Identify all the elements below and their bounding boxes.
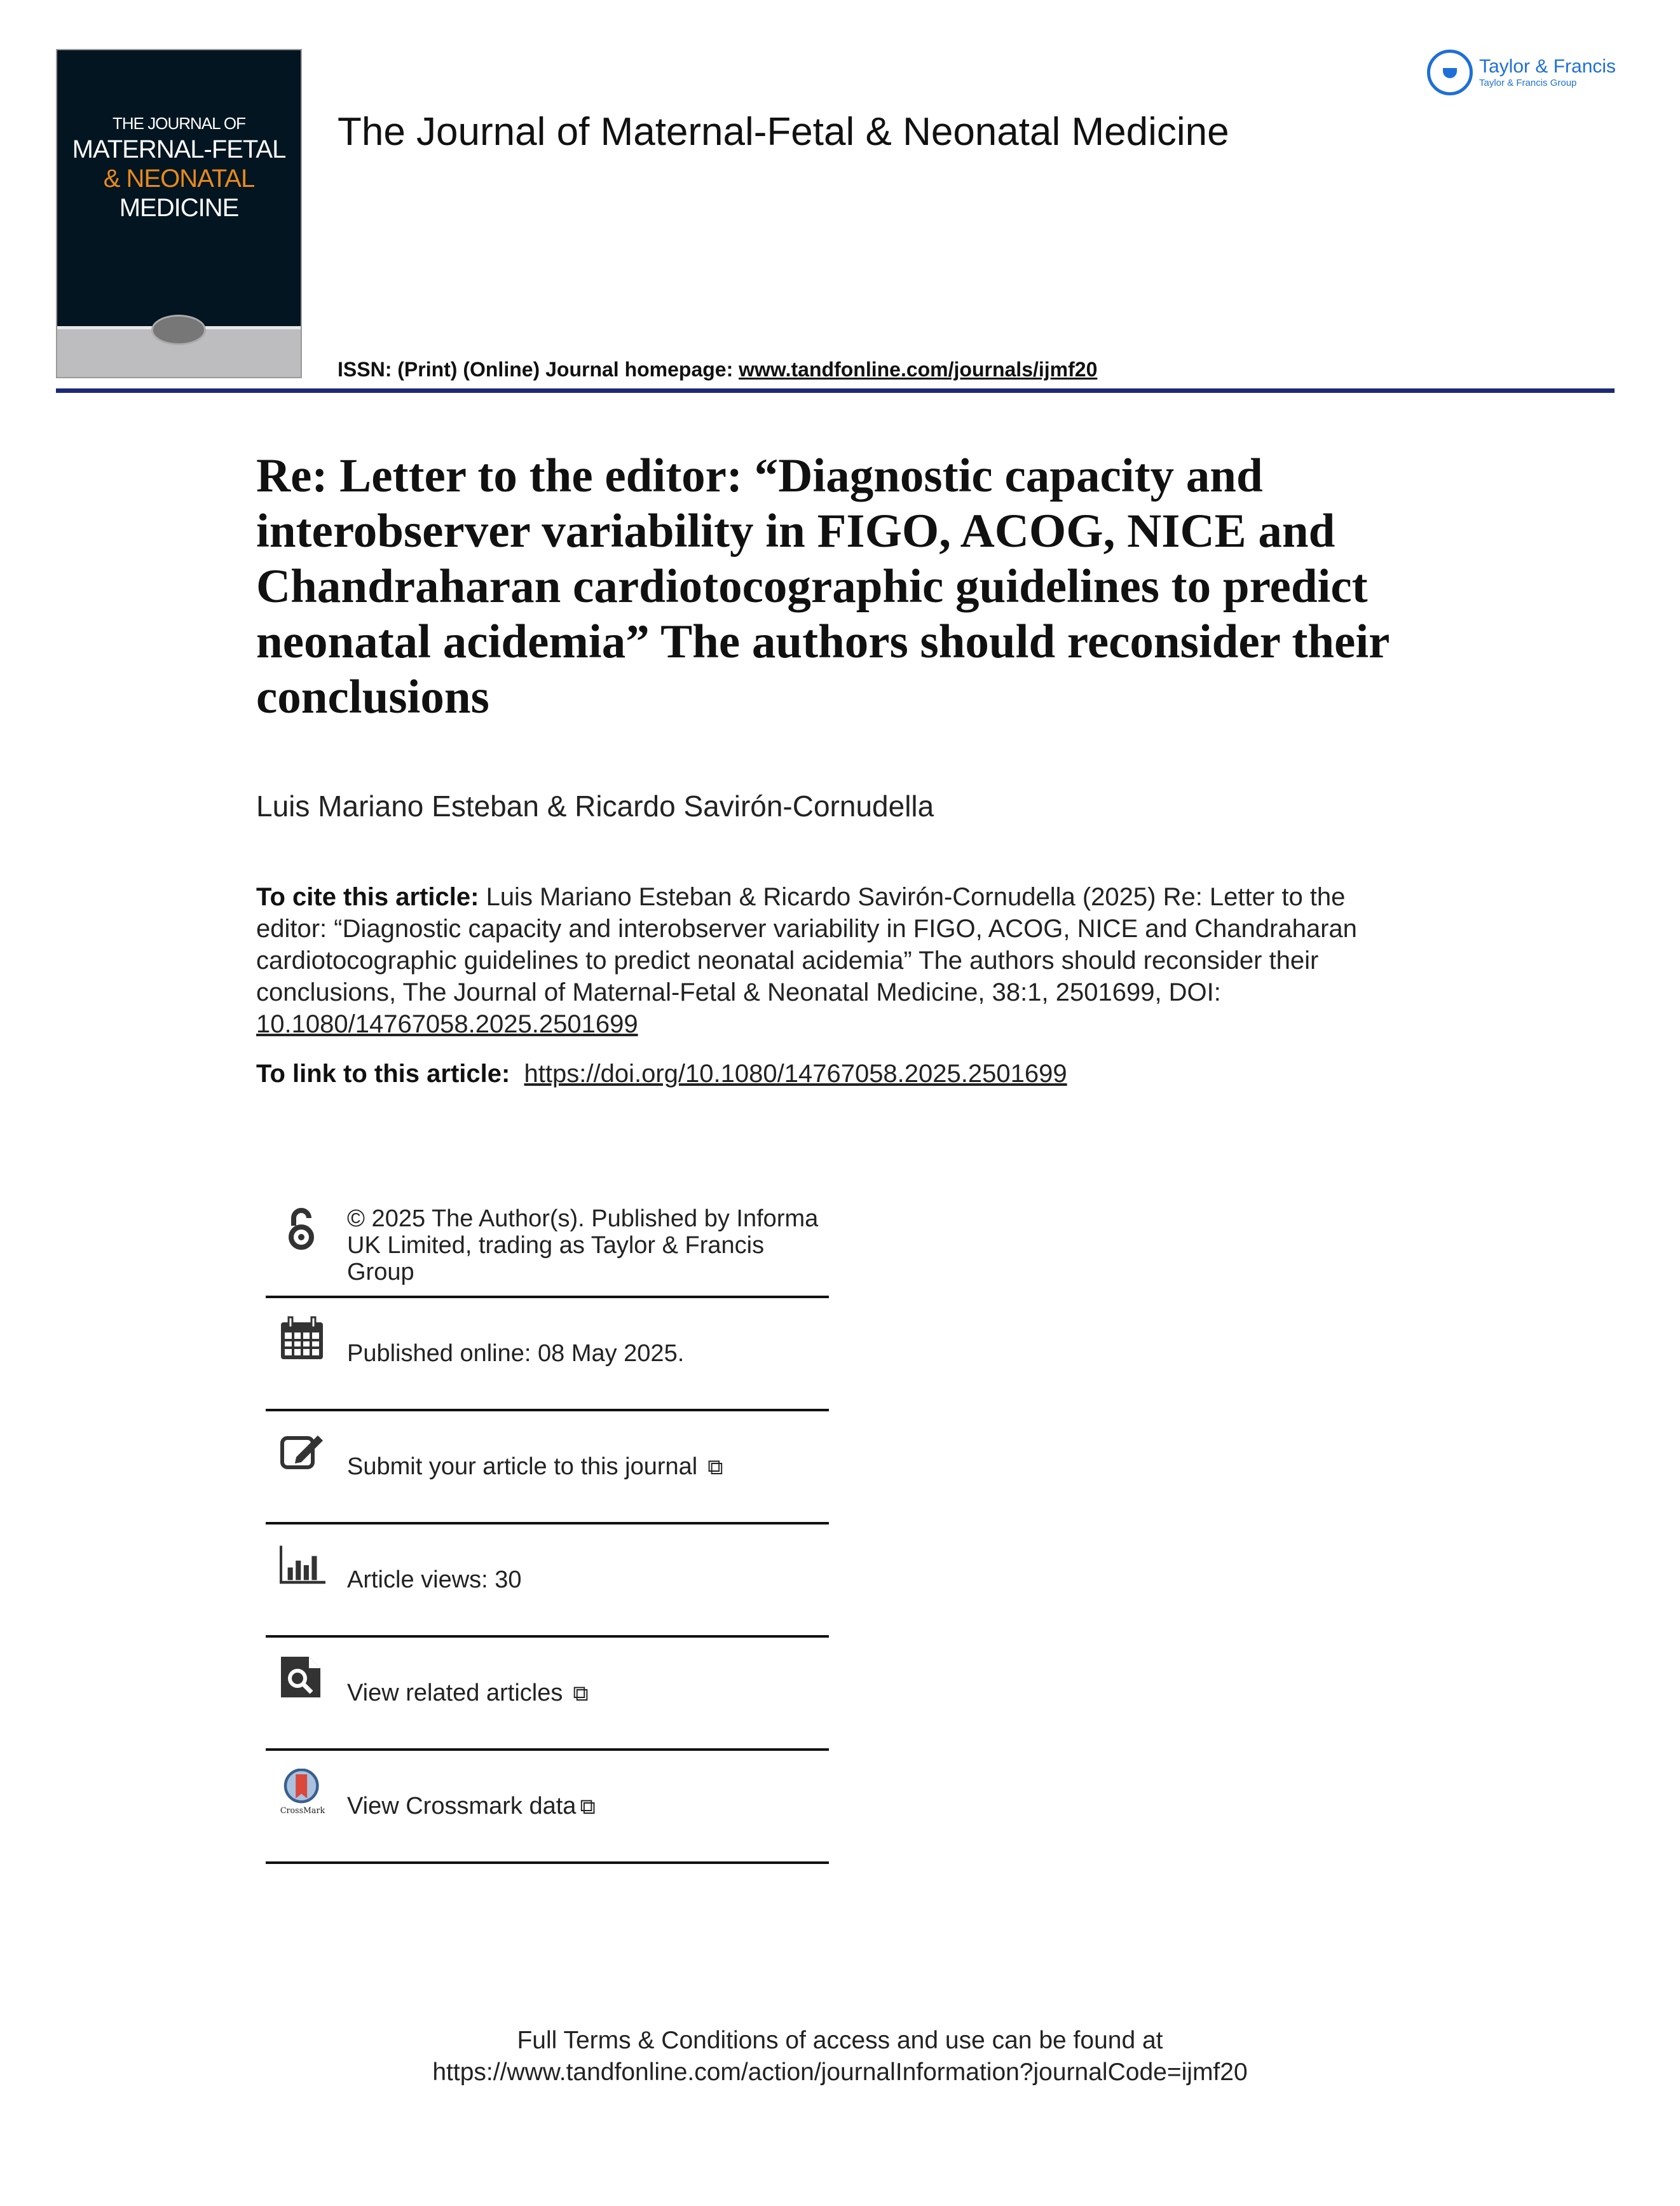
cite-label: To cite this article:	[256, 883, 479, 911]
open-access-icon	[280, 1207, 325, 1252]
footer-url[interactable]: https://www.tandfonline.com/action/journalInformation?journalCode=ijmf20	[432, 2059, 1248, 2086]
crossmark-icon	[280, 1769, 325, 1814]
search-document-icon	[280, 1655, 325, 1701]
published-row	[266, 1298, 829, 1411]
article-main	[256, 448, 1419, 1090]
calendar-icon	[280, 1316, 325, 1362]
article-url-link[interactable]: https://doi.org/10.1080/14767058.2025.2501699	[524, 1060, 1067, 1088]
cover-line: & NEONATAL	[103, 165, 255, 193]
external-link-icon: ⧉	[573, 1681, 589, 1706]
doi-link[interactable]: 10.1080/14767058.2025.2501699	[256, 1010, 638, 1038]
related-articles-link[interactable]	[347, 1680, 589, 1707]
cover-line: THE JOURNAL OF	[113, 114, 245, 133]
issn-line	[338, 357, 1097, 381]
cover-line: MEDICINE	[119, 194, 239, 222]
edit-icon	[280, 1429, 325, 1475]
bar-chart-icon	[280, 1542, 325, 1588]
cite-text: Luis Mariano Esteban & Ricardo Savirón-Cornudella (2025) Re: Letter to the editor: “Diagnostic capacity and interobserver variability in FIGO, ACOG, NICE and Chandraharan cardiotocographic guidelines to predict neonatal acidemia” The authors should reconsider their conclusions, The Journal of Maternal-Fetal & Neonatal Medicine, 38:1, 2501699, DOI:	[256, 883, 1357, 1006]
copyright-row	[266, 1189, 829, 1298]
article-authors: Luis Mariano Esteban & Ricardo Savirón-Cornudella	[256, 790, 934, 823]
publisher-group: Taylor & Francis Group	[1479, 78, 1577, 88]
article-link	[256, 1058, 1419, 1090]
submit-label: Submit your article to this journal	[347, 1453, 698, 1480]
issn-label: ISSN: (Print) (Online) Journal homepage:	[338, 358, 739, 381]
published-date: Published online: 08 May 2025.	[347, 1340, 685, 1367]
crossmark-row[interactable]	[266, 1751, 829, 1864]
crossmark-label: View Crossmark data	[347, 1792, 577, 1819]
publisher-name: Taylor & Francis	[1479, 56, 1616, 77]
external-link-icon: ⧉	[580, 1794, 596, 1819]
submit-article-link[interactable]	[347, 1453, 723, 1481]
copyright-text: © 2025 The Author(s). Published by Informa UK Limited, trading as Taylor & Francis Group	[347, 1205, 819, 1285]
submit-row[interactable]	[266, 1411, 829, 1524]
article-views: Article views: 30	[347, 1566, 522, 1593]
taylor-francis-logo-icon	[1427, 50, 1473, 95]
article-title: Re: Letter to the editor: “Diagnostic capacity and interobserver variability in FIGO, ACOG, NICE and Chandraharan cardiotocographic guidelines to predict neonatal acidemia” The authors should reconsider their conclusions	[256, 449, 1390, 723]
citation	[256, 881, 1419, 1040]
related-label: View related articles	[347, 1679, 563, 1706]
cover-seal	[151, 315, 206, 345]
header-divider	[56, 388, 1615, 393]
cover-line: MATERNAL-FETAL	[72, 135, 286, 163]
info-box	[266, 1189, 829, 1864]
link-label: To link to this article:	[256, 1060, 510, 1088]
crossmark-logo-text: CrossMark	[280, 1805, 325, 1814]
external-link-icon: ⧉	[707, 1455, 723, 1479]
publisher-logo[interactable]	[1427, 50, 1616, 95]
related-row[interactable]	[266, 1638, 829, 1751]
journal-homepage-link[interactable]: www.tandfonline.com/journals/ijmf20	[739, 358, 1098, 381]
journal-title: The Journal of Maternal-Fetal & Neonatal Medicine	[338, 110, 1229, 154]
footer	[0, 2025, 1680, 2088]
footer-terms: Full Terms & Conditions of access and use can be found at	[517, 2027, 1163, 2054]
journal-cover	[56, 49, 302, 378]
views-row	[266, 1524, 829, 1638]
crossmark-link[interactable]	[347, 1793, 596, 1820]
